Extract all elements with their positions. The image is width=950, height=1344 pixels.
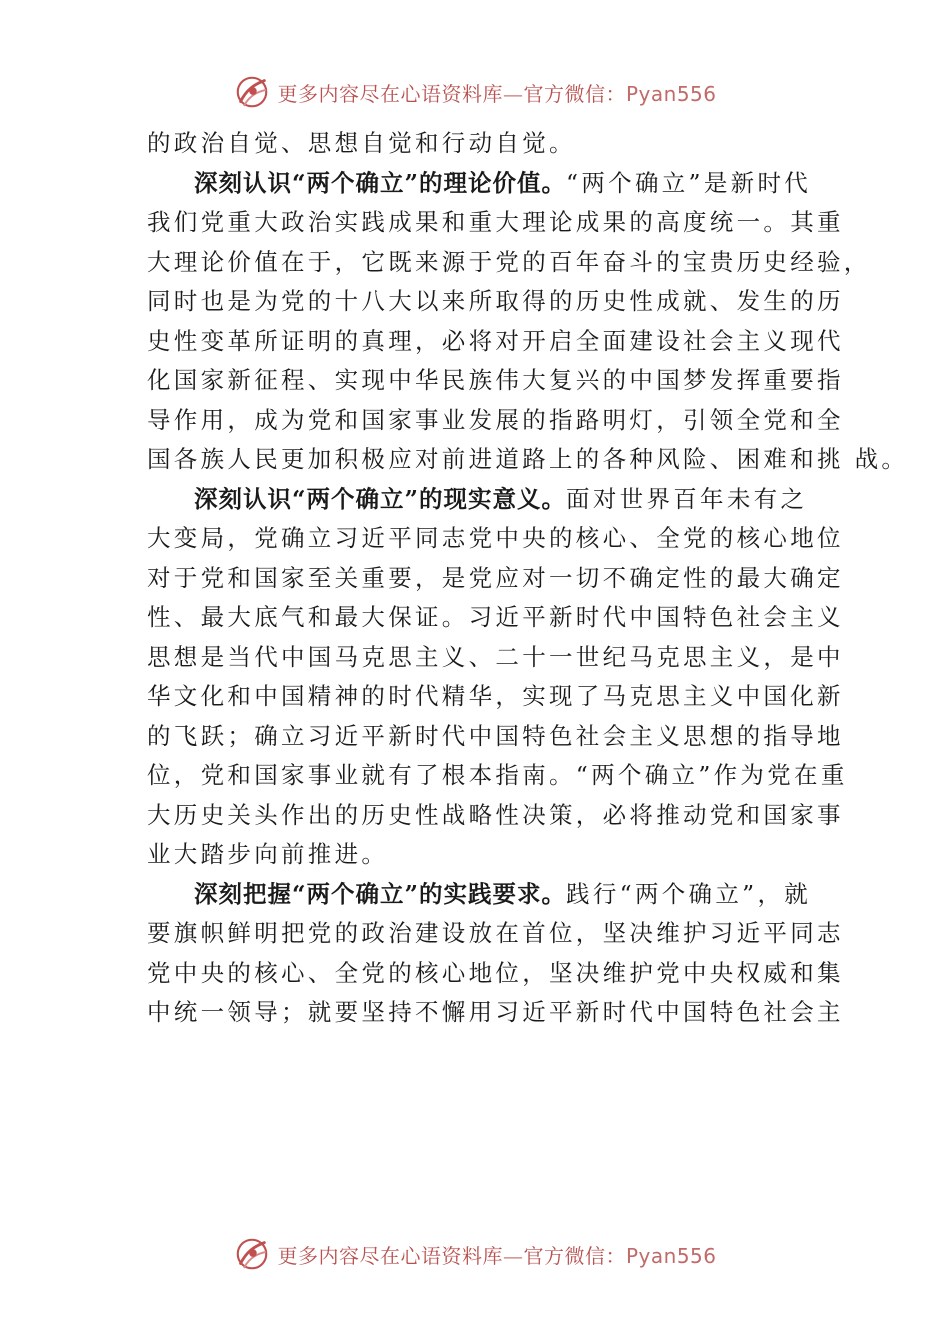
footer-banner	[0, 1232, 950, 1276]
paragraph-theory-first-line	[147, 164, 817, 204]
body-line: 业大踏步向前推进。	[147, 840, 389, 868]
banner-wechat-id: Pyan556	[625, 81, 717, 106]
body-line-rest: “两个确立”是新时代	[566, 168, 812, 197]
body-line: 党中央的核心、全党的核心地位，坚决维护党中央权威和集	[147, 958, 844, 987]
banner-separator: —	[502, 1243, 524, 1268]
body-line: 大理论价值在于，它既来源于党的百年奋斗的宝贵历史经验，	[147, 247, 871, 276]
banner-separator: —	[502, 81, 524, 106]
body-line: 要旗帜鲜明把党的政治建设放在首位，坚决维护习近平同志	[147, 919, 844, 947]
header-banner	[0, 70, 950, 114]
paragraph-heading-reality: 深刻认识“两个确立”的现实意义。	[194, 484, 567, 513]
body-line: 对于党和国家至关重要，是党应对一切不确定性的最大确定	[147, 563, 844, 592]
body-line: 史性变革所证明的真理，必将对开启全面建设社会主义现代	[147, 326, 844, 355]
body-line: 位，党和国家事业就有了根本指南。“两个确立”作为党在重	[147, 761, 848, 789]
body-line: 化国家新征程、实现中华民族伟大复兴的中国梦发挥重要指	[147, 366, 844, 394]
banner-main-text: 更多内容尽在心语资料库	[277, 1243, 503, 1268]
header-banner-text	[277, 78, 716, 107]
body-line: 国各族人民更加积极应对前进道路上的各种风险、困难和挑 战。	[147, 445, 909, 473]
body-line: 性、最大底气和最大保证。习近平新时代中国特色社会主义	[147, 603, 844, 631]
banner-label: 官方微信：	[523, 81, 626, 106]
banner-main-text: 更多内容尽在心语资料库	[277, 81, 503, 106]
body-line: 的飞跃；确立习近平新时代中国特色社会主义思想的指导地	[147, 721, 844, 750]
ribbon-logo-icon	[233, 1235, 271, 1273]
banner-wechat-id: Pyan556	[625, 1243, 717, 1268]
body-line: 同时也是为党的十八大以来所取得的历史性成就、发生的历	[147, 287, 844, 315]
paragraph-heading-practice: 深刻把握“两个确立”的实践要求。	[194, 879, 567, 908]
paragraph-practice-first-line	[147, 875, 817, 915]
body-line: 思想是当代中国马克思主义、二十一世纪马克思主义，是中	[147, 642, 844, 671]
body-line: 华文化和中国精神的时代精华，实现了马克思主义中国化新	[147, 682, 844, 710]
body-line: 我们党重大政治实践成果和重大理论成果的高度统一。其重	[147, 208, 844, 236]
footer-banner-text	[277, 1240, 716, 1269]
paragraph-heading-theory: 深刻认识“两个确立”的理论价值。	[194, 168, 567, 197]
body-line: 的政治自觉、思想自觉和行动自觉。	[147, 129, 576, 157]
body-line: 中统一领导；就要坚持不懈用习近平新时代中国特色社会主	[147, 998, 844, 1026]
banner-label: 官方微信：	[523, 1243, 626, 1268]
body-line-rest: 面对世界百年未有之	[566, 484, 808, 513]
body-line: 大历史关头作出的历史性战略性决策，必将推动党和国家事	[147, 800, 844, 829]
ribbon-logo-icon	[233, 73, 271, 111]
document-body	[147, 124, 909, 1033]
body-line-rest: 践行“两个确立”，就	[566, 879, 812, 908]
body-line: 大变局，党确立习近平同志党中央的核心、全党的核心地位	[147, 524, 844, 552]
body-line: 导作用，成为党和国家事业发展的指路明灯，引领全党和全	[147, 405, 844, 434]
paragraph-reality-first-line	[147, 480, 817, 520]
